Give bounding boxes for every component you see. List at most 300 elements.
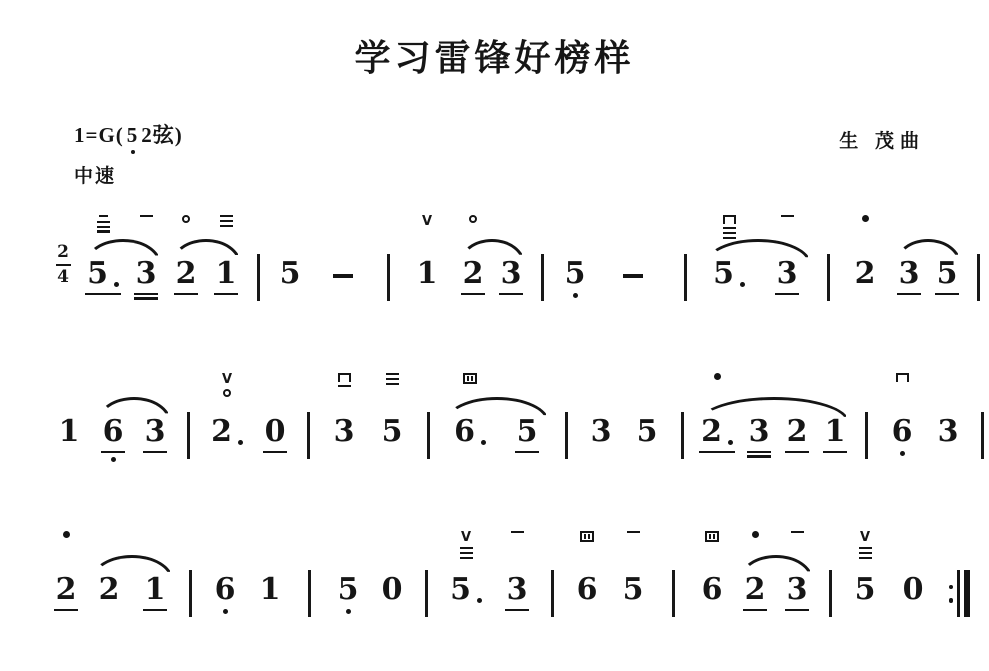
- underline: [214, 293, 239, 296]
- note-body: [213, 572, 238, 614]
- note-annotations: [422, 214, 432, 259]
- underline: [143, 609, 168, 612]
- finger-3-mark: [97, 215, 110, 233]
- note-body: [499, 256, 524, 295]
- finger-1-mark: [511, 531, 524, 533]
- note-digit: 2: [175, 256, 197, 292]
- thick-barline: [964, 570, 970, 617]
- time-signature-beats: 2: [57, 242, 69, 263]
- note-digit-row: [853, 256, 878, 292]
- note-body: [54, 572, 79, 611]
- repeat-end-barline: [938, 530, 980, 617]
- decoration: [713, 534, 715, 539]
- note-5: [326, 530, 370, 614]
- decoration: [511, 531, 524, 533]
- note-body: [747, 414, 772, 458]
- note-1: [46, 372, 92, 450]
- note-digit: 6: [576, 572, 598, 608]
- underline: [54, 609, 79, 612]
- finger-3-mark: [460, 547, 473, 559]
- note-group: [246, 214, 270, 301]
- barline-stroke: [672, 570, 675, 617]
- decoration: [386, 378, 399, 380]
- note-body: [621, 572, 646, 608]
- up-bow-mark: V: [421, 214, 433, 230]
- note-digit: 5: [854, 572, 876, 608]
- score: [0, 188, 989, 648]
- note-group: [414, 530, 438, 617]
- note-digit: 0: [902, 572, 924, 608]
- note-digit-row: [263, 414, 288, 450]
- barline-stroke: [565, 412, 568, 459]
- note-body: [775, 256, 800, 295]
- note-digit: 3: [776, 256, 798, 292]
- underline: [101, 451, 126, 454]
- note-group: [816, 214, 840, 301]
- note-group: [878, 372, 926, 456]
- decoration: [791, 531, 804, 533]
- note-2: [840, 214, 890, 292]
- time-signature: [46, 214, 80, 286]
- note-group: [670, 214, 700, 301]
- note-body: [785, 572, 810, 611]
- repeat-end-group: [949, 570, 970, 617]
- tempo-marking: 中速: [74, 166, 117, 188]
- barline: [296, 372, 320, 459]
- note-digit: 1: [416, 256, 438, 292]
- note-digit-row: [936, 414, 961, 450]
- key-and-tempo: [74, 124, 183, 188]
- note-6: [564, 530, 610, 608]
- note-digit: 1: [259, 572, 281, 608]
- slur-group: [86, 530, 178, 611]
- barline-stroke: [541, 254, 544, 301]
- underline: [515, 451, 540, 454]
- note-digit-row: [380, 572, 405, 608]
- underline: [263, 451, 288, 454]
- note-body: [380, 572, 405, 608]
- note-group: [596, 214, 670, 278]
- slur-group: [440, 372, 554, 453]
- note-body: [209, 414, 245, 450]
- note-digit: 3: [506, 572, 528, 608]
- note-digit-row: [589, 414, 614, 450]
- down-bow-mark: [338, 373, 351, 382]
- note-annotations: [862, 214, 869, 259]
- note-group: [530, 214, 554, 301]
- note-group: [326, 530, 370, 614]
- underline: [134, 293, 159, 296]
- key-low-note: 5: [126, 123, 139, 147]
- duration-dot: [740, 282, 745, 287]
- barline-stroke: [981, 412, 984, 459]
- barline: [656, 530, 690, 617]
- decoration: [386, 373, 399, 375]
- note-body: [263, 414, 288, 453]
- note-body: [823, 414, 848, 453]
- barline-stroke: [684, 254, 687, 301]
- half-note-dash: [310, 214, 376, 278]
- low-octave-dot: [223, 609, 228, 614]
- underline: [785, 451, 810, 454]
- note-group: [438, 530, 494, 608]
- decoration: [220, 220, 233, 222]
- note-digit: 3: [748, 414, 770, 450]
- note-body: [515, 414, 540, 453]
- duration-dot: [728, 440, 733, 445]
- note-group: [368, 372, 416, 450]
- barline-stroke: [189, 570, 192, 617]
- slur-group: [92, 372, 176, 462]
- barline: [854, 372, 878, 459]
- finger-3-mark: [859, 547, 872, 559]
- decoration: [140, 215, 153, 217]
- barline-stroke: [257, 254, 260, 301]
- barline: [816, 214, 840, 301]
- note-body: [85, 256, 121, 295]
- note-digit: 5: [622, 572, 644, 608]
- note-body: [415, 256, 440, 292]
- note-5: [842, 530, 888, 608]
- slur-group: [454, 214, 530, 295]
- note-1: [248, 530, 292, 608]
- low-octave-dot: [111, 457, 116, 462]
- note-6: [690, 530, 734, 608]
- note-body: [214, 256, 239, 295]
- underline: [461, 293, 486, 296]
- note-group: [370, 530, 414, 608]
- note-digit-row: [505, 572, 530, 608]
- note-digit: 6: [102, 414, 124, 450]
- decoration: [588, 534, 590, 539]
- note-digit-row: [901, 572, 926, 608]
- barline-stroke: [829, 570, 832, 617]
- open-string-dot-mark: [752, 531, 759, 538]
- note-body: [461, 256, 486, 295]
- note-digit: 2: [98, 572, 120, 608]
- note-6: [202, 530, 248, 614]
- note-body: [57, 414, 82, 450]
- note-digit-row: [575, 572, 600, 608]
- note-digit: 0: [381, 572, 403, 608]
- note-digit: 5: [564, 256, 586, 292]
- decoration: [97, 230, 110, 232]
- note-body: [901, 572, 926, 608]
- note-digit-row: [853, 572, 878, 608]
- note-digit-row: [278, 256, 303, 292]
- note-group: [46, 214, 80, 286]
- decoration: [97, 226, 110, 228]
- note-digit: 2: [211, 414, 232, 450]
- note-body: [143, 572, 168, 611]
- note-group: [494, 530, 540, 611]
- finger-3-mark: [386, 373, 399, 385]
- underline: [699, 451, 735, 454]
- note-group: [554, 372, 578, 459]
- note-digit-row: [415, 256, 440, 292]
- note-digit: 5: [381, 414, 403, 450]
- open-string-mark: [223, 389, 231, 397]
- note-digit: 2: [462, 256, 484, 292]
- barline-stroke: [425, 570, 428, 617]
- note-digit: 5: [936, 256, 958, 292]
- note-annotations: [460, 530, 473, 575]
- note-digit: 5: [279, 256, 301, 292]
- note-body: [174, 256, 199, 295]
- decoration: [949, 585, 954, 590]
- note-group: [400, 214, 454, 292]
- note-digit-row: [621, 572, 646, 608]
- finger-1-mark: [791, 531, 804, 533]
- note-body: [278, 256, 303, 292]
- note-group: [564, 530, 610, 608]
- low-octave-dot: [346, 609, 351, 614]
- note-digit: 6: [454, 414, 475, 450]
- note-group: [818, 530, 842, 617]
- key-prefix: 1=G(: [74, 123, 124, 147]
- barline-stroke: [681, 412, 684, 459]
- note-3: [578, 372, 624, 450]
- note-3: [494, 530, 540, 611]
- decoration: [627, 531, 640, 533]
- note-digit: 6: [701, 572, 723, 608]
- note-digit: 0: [264, 414, 286, 450]
- finger-3-mark: [220, 215, 233, 227]
- half-note-dash: [596, 214, 670, 278]
- note-group: [202, 530, 248, 614]
- note-digit: 1: [58, 414, 80, 450]
- note-annotations: [580, 530, 594, 575]
- note-body: [143, 414, 168, 453]
- note-annotations: [705, 530, 719, 575]
- note-group: [292, 530, 326, 617]
- note-annotations: [222, 372, 232, 417]
- note-2: [200, 372, 254, 450]
- decoration: [460, 557, 473, 559]
- finger-1-mark: [140, 215, 153, 217]
- note-body: [853, 256, 878, 292]
- note-digit-row: [258, 572, 283, 608]
- note-digit-row: [209, 414, 245, 450]
- music-system-1: [46, 214, 989, 332]
- decoration: [859, 547, 872, 549]
- note-digit: 5: [337, 572, 359, 608]
- note-digit: 3: [590, 414, 612, 450]
- underline: [747, 451, 772, 454]
- note-group: [178, 530, 202, 617]
- decoration: [723, 227, 736, 229]
- open-string-dot-mark: [714, 373, 721, 380]
- note-digit-row: [380, 414, 405, 450]
- note-body: [563, 256, 588, 298]
- underline: [174, 293, 199, 296]
- note-digit-row: [332, 414, 357, 450]
- rest-note: [888, 530, 938, 608]
- note-digit: 2: [744, 572, 766, 608]
- note-digit-row: [563, 256, 588, 292]
- note-group: [320, 372, 368, 450]
- note-body: [101, 414, 126, 462]
- note-digit-row: [448, 572, 484, 608]
- note-group: [624, 372, 670, 450]
- rest-note: [254, 372, 296, 453]
- note-3: [320, 372, 368, 450]
- open-string-mark: [469, 215, 477, 223]
- barline: [530, 214, 554, 301]
- finger-4-mark: [580, 531, 594, 542]
- barline: [966, 214, 989, 301]
- note-digit: 2: [701, 414, 722, 450]
- note-group: [540, 530, 564, 617]
- note-digit-row: [213, 572, 238, 608]
- decoration: [338, 385, 351, 387]
- note-body: [134, 256, 159, 300]
- barline: [292, 530, 326, 617]
- note-body: [897, 256, 922, 295]
- underline: [823, 451, 848, 454]
- underline: [897, 293, 922, 296]
- decoration: [220, 225, 233, 227]
- low-octave-dot: [900, 451, 905, 456]
- note-group: [46, 372, 92, 450]
- barline: [376, 214, 400, 301]
- barline: [670, 372, 694, 459]
- underline: [785, 609, 810, 612]
- finger-4-mark: [705, 531, 719, 542]
- music-system-3: [46, 530, 989, 648]
- note-group: [656, 530, 690, 617]
- decoration: [99, 215, 108, 217]
- note-body: [589, 414, 614, 450]
- decoration: [471, 376, 473, 381]
- duration-dot: [238, 440, 243, 445]
- decoration: [709, 534, 711, 539]
- note-digit: 5: [516, 414, 538, 450]
- note-5: [624, 372, 670, 450]
- decoration: [723, 232, 736, 234]
- up-bow-mark: V: [460, 530, 472, 546]
- music-system-2: [46, 372, 989, 490]
- score-header: [0, 76, 989, 188]
- note-group: [842, 530, 888, 608]
- slur-group: [166, 214, 246, 295]
- barline: [818, 530, 842, 617]
- note-digit: 5: [87, 256, 108, 292]
- note-body: [332, 414, 357, 450]
- underline: [935, 293, 960, 296]
- underline: [499, 293, 524, 296]
- note-group: [254, 372, 296, 453]
- slur-group: [890, 214, 966, 295]
- note-group: [200, 372, 254, 450]
- decoration: [460, 552, 473, 554]
- duration-dot: [481, 440, 486, 445]
- note-body: [853, 572, 878, 608]
- note-group: [926, 372, 970, 450]
- note-group: [690, 530, 734, 608]
- barline-stroke: [307, 412, 310, 459]
- note-5: [554, 214, 596, 298]
- song-title: 学习雷锋好榜样: [354, 38, 635, 78]
- barline: [970, 372, 989, 459]
- underline: [743, 609, 768, 612]
- note-group: [610, 530, 656, 608]
- repeat-dots: [949, 585, 954, 603]
- barline: [554, 372, 578, 459]
- finger-4-mark: [463, 373, 477, 384]
- note-body: [635, 414, 660, 450]
- note-group: [938, 530, 980, 617]
- note-digit: 1: [215, 256, 237, 292]
- finger-3-mark: [723, 227, 736, 239]
- note-group: [296, 372, 320, 459]
- note-body: [935, 256, 960, 295]
- note-digit-row: [57, 414, 82, 450]
- note-5: [610, 530, 656, 608]
- down-bow-mark: [896, 373, 909, 382]
- barline-stroke: [865, 412, 868, 459]
- duration-dot: [477, 598, 482, 603]
- slur-group: [700, 214, 816, 295]
- note-group: [46, 530, 86, 611]
- note-digit: 3: [135, 256, 157, 292]
- slur-group: [734, 530, 818, 611]
- duration-dot: [114, 282, 119, 287]
- note-digit: 5: [713, 256, 734, 292]
- note-digit: 6: [891, 414, 913, 450]
- rest-note: [370, 530, 414, 608]
- note-body: [936, 414, 961, 450]
- note-group: [970, 372, 989, 459]
- note-group: [248, 530, 292, 608]
- barline-stroke: [427, 412, 430, 459]
- note-digit: 2: [786, 414, 808, 450]
- note-5: [270, 214, 310, 292]
- note-annotations: [63, 530, 70, 575]
- underline: [747, 455, 772, 458]
- note-digit-row: [54, 572, 79, 608]
- decoration: [386, 383, 399, 385]
- note-digit: 3: [144, 414, 166, 450]
- barline: [414, 530, 438, 617]
- note-annotations: [386, 372, 399, 417]
- note-3: [926, 372, 970, 450]
- low-octave-dot: [573, 293, 578, 298]
- barline-stroke: [387, 254, 390, 301]
- note-digit: 1: [824, 414, 846, 450]
- dash-stroke: [333, 274, 353, 278]
- note-group: [840, 214, 890, 292]
- note-5: [438, 530, 494, 608]
- note-annotations: [896, 372, 909, 417]
- underline: [775, 293, 800, 296]
- decoration: [56, 264, 71, 267]
- note-group: [670, 372, 694, 459]
- barline: [670, 214, 700, 301]
- underline: [134, 297, 159, 300]
- note-digit-row: [635, 414, 660, 450]
- note-body: [700, 572, 725, 608]
- note-body: [743, 572, 768, 611]
- note-digit-row: [890, 414, 915, 450]
- up-bow-mark: V: [221, 372, 233, 388]
- note-5: [368, 372, 416, 450]
- note-digit: 3: [898, 256, 920, 292]
- note-group: [416, 372, 440, 459]
- open-string-dot-mark: [862, 215, 869, 222]
- note-digit: 3: [786, 572, 808, 608]
- note-6: [878, 372, 926, 456]
